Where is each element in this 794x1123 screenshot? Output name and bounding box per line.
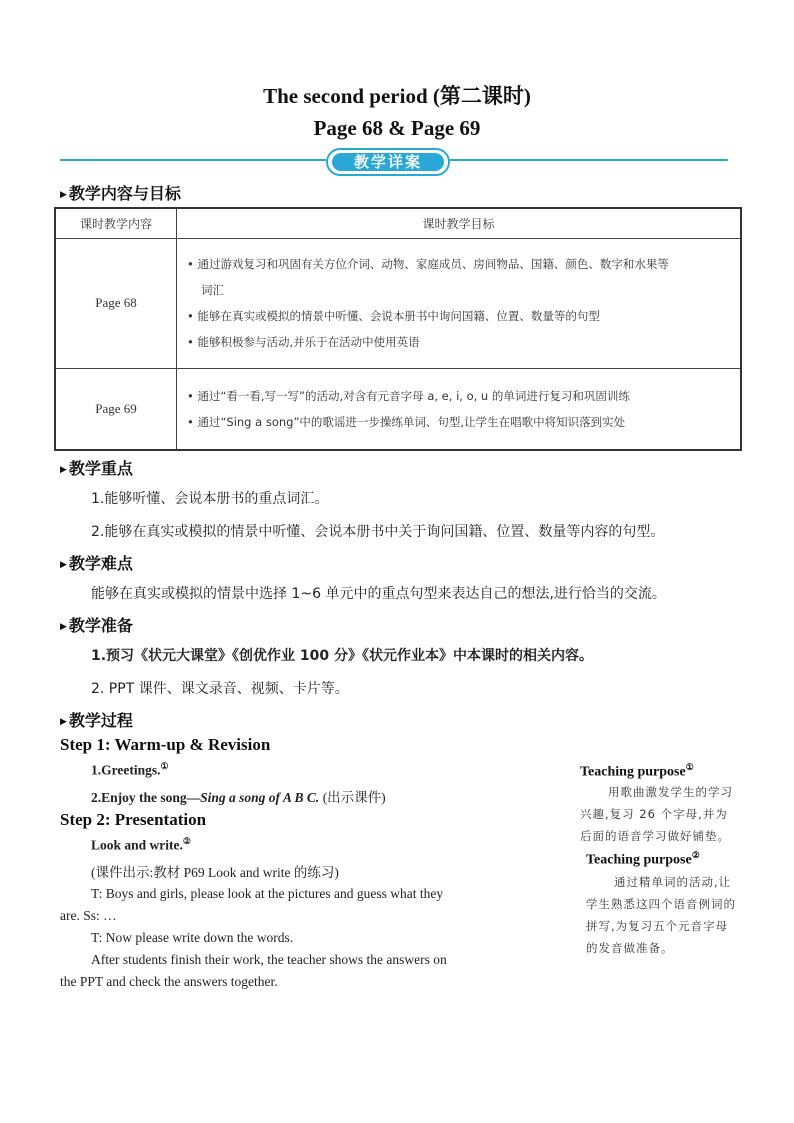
table-cell-page: Page 68 <box>55 238 177 368</box>
goal-item: 词汇 <box>201 283 224 297</box>
step2-note: (课件出示:教材 P69 Look and write 的练习) <box>91 865 339 880</box>
purpose2-label: Teaching purpose② <box>586 850 700 868</box>
purpose2-line: 拼写,为复习五个元音字母 <box>586 919 729 933</box>
goals-table <box>54 207 742 451</box>
prep-item-1: 1.预习《状元大课堂》《创优作业 100 分》《状元作业本》中本课时的相关内容。 <box>91 648 594 664</box>
triangle-icon: ▶ <box>60 717 67 727</box>
step2-line: T: Boys and girls, please look at the pictures and guess what they <box>91 886 444 901</box>
step1-item1: 1.Greetings.① <box>91 761 169 778</box>
goal-item: • 能够积极参与活动,并乐于在活动中使用英语 <box>187 335 420 349</box>
triangle-icon: ▶ <box>60 465 67 475</box>
page-title: The second period (第二课时) <box>263 84 531 108</box>
page-subtitle: Page 68 & Page 69 <box>313 116 481 140</box>
difficult-text: 能够在真实或模拟的情景中选择 1~6 单元中的重点句型来表达自己的想法,进行恰当的交流。 <box>91 586 666 602</box>
triangle-icon: ▶ <box>60 560 67 570</box>
section-heading-process: ▶ 教学过程 <box>60 711 133 730</box>
step1-title: Step 1: Warm-up & Revision <box>60 735 271 754</box>
prep-item-2: 2. PPT 课件、课文录音、视频、卡片等。 <box>91 681 349 697</box>
step2-line: After students finish their work, the teacher shows the answers on <box>91 952 447 967</box>
purpose1-label: Teaching purpose① <box>580 762 694 780</box>
table-cell-goals <box>177 368 742 450</box>
section-heading-prep: ▶ 教学准备 <box>60 616 133 635</box>
step2-line: the PPT and check the answers together. <box>60 974 278 989</box>
section-heading-key: ▶ 教学重点 <box>60 459 133 478</box>
key-item: 1.能够听懂、会说本册书的重点词汇。 <box>91 491 329 507</box>
table-cell-goals <box>177 238 742 368</box>
section-heading-content: ▶ 教学内容与目标 <box>60 184 181 203</box>
banner-line-right <box>446 159 728 161</box>
purpose1-line: 用歌曲激发学生的学习 <box>608 785 733 799</box>
step1-item2: 2.Enjoy the song—Sing a song of A B C. (出示课件) <box>91 790 386 805</box>
table-header-cell: 课时教学目标 <box>177 208 742 238</box>
step2-title: Step 2: Presentation <box>60 810 207 829</box>
banner-label: 教学详案 <box>332 153 444 171</box>
step2-line: T: Now please write down the words. <box>91 930 294 945</box>
step2-sub: Look and write.② <box>91 836 191 853</box>
step2-line: are. Ss: … <box>60 908 117 923</box>
table-row <box>55 368 741 450</box>
key-item: 2.能够在真实或模拟的情景中听懂、会说本册书中关于询问国籍、位置、数量等内容的句型。 <box>91 524 665 540</box>
purpose1-line: 后面的语音学习做好铺垫。 <box>580 829 730 843</box>
purpose2-line: 通过精单词的活动,让 <box>614 875 732 889</box>
goal-item: • 通过“看一看,写一写”的活动,对含有元音字母 a, e, i, o, u 的单词进行复习和巩固训练 <box>187 388 630 403</box>
goal-item: • 能够在真实或模拟的情景中听懂、会说本册书中询问国籍、位置、数量等的句型 <box>187 309 600 323</box>
table-header-cell: 课时教学内容 <box>55 208 177 238</box>
banner-line-left <box>60 159 326 161</box>
triangle-icon: ▶ <box>60 190 67 200</box>
section-heading-difficult: ▶ 教学难点 <box>60 554 133 573</box>
table-row <box>55 238 741 368</box>
purpose1-line: 兴趣,复习 26 个字母,并为 <box>580 807 728 821</box>
table-cell-page: Page 69 <box>55 368 177 450</box>
goal-item: • 通过游戏复习和巩固有关方位介词、动物、家庭成员、房间物品、国籍、颜色、数字和水果等 <box>187 257 669 271</box>
table-header-row <box>55 208 741 238</box>
purpose2-line: 学生熟悉这四个语音例词的 <box>586 897 736 911</box>
goal-item: • 通过“Sing a song”中的歌谣进一步操练单词、句型,让学生在唱歌中将知识落到实处 <box>187 414 626 429</box>
purpose2-line: 的发音做准备。 <box>586 941 674 955</box>
banner <box>326 148 450 176</box>
triangle-icon: ▶ <box>60 622 67 632</box>
